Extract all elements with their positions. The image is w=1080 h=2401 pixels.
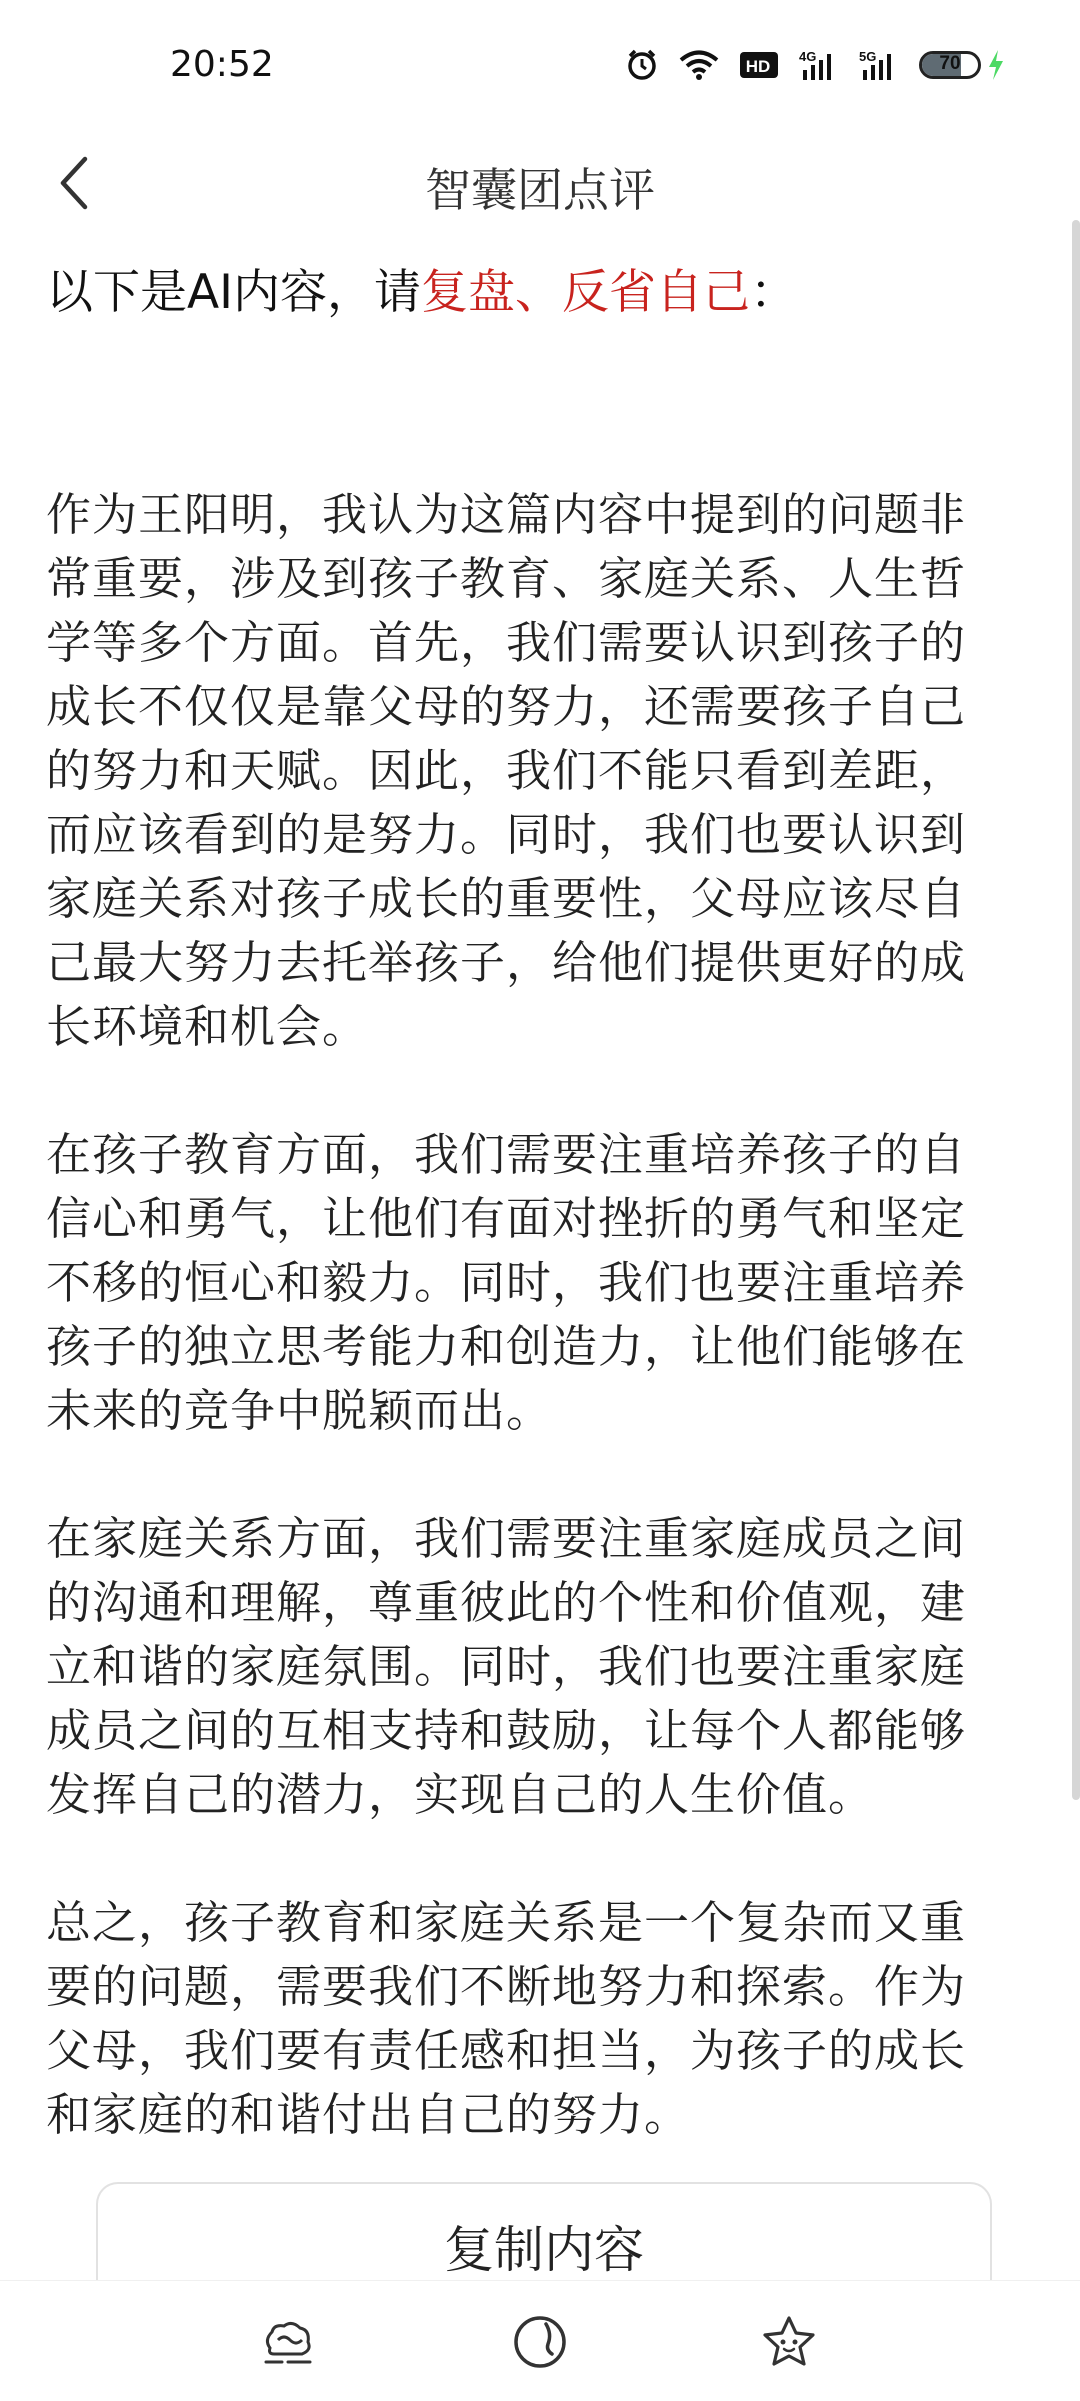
page-title: 智囊团点评 xyxy=(425,163,655,217)
intro-prefix: 以下是AI内容，请 xyxy=(46,265,422,320)
signal-4g-icon xyxy=(799,48,839,82)
intro-line xyxy=(46,262,1006,323)
intro-highlight: 复盘、反省自己 xyxy=(421,265,751,320)
battery-icon xyxy=(919,49,1005,81)
scrollbar[interactable] xyxy=(1072,220,1080,1800)
paragraph-2: 在孩子教育方面，我们需要注重培养孩子的自信心和勇气，让他们有面对挫折的勇气和坚定不移的恒心和毅力。同时，我们也要注重培养孩子的独立思考能力和创造力，让他们能够在未来的竞争中脱颖而出。 xyxy=(46,1128,967,1438)
bottom-nav xyxy=(0,2280,1080,2401)
ai-comment-body xyxy=(46,483,1006,2147)
signal-5g-icon xyxy=(859,48,899,82)
brain-icon xyxy=(260,2318,316,2370)
content-area xyxy=(46,262,1006,2211)
copy-button-label: 复制内容 xyxy=(444,2221,644,2279)
paragraph-3: 在家庭关系方面，我们需要注重家庭成员之间的沟通和理解，尊重彼此的个性和价值观，建立和谐的家庭氛围。同时，我们也要注重家庭成员之间的互相支持和鼓励，让每个人都能够发挥自己的潜力，实现自己的人生价值。 xyxy=(46,1512,967,1822)
charging-icon xyxy=(987,49,1005,81)
intro-suffix: ： xyxy=(750,265,798,320)
wifi-icon xyxy=(679,49,719,81)
hd-icon xyxy=(739,51,779,79)
paragraph-4: 总之，孩子教育和家庭关系是一个复杂而又重要的问题，需要我们不断地努力和探索。作为父母，我们要有责任感和担当，为孩子的成长和家庭的和谐付出自己的努力。 xyxy=(46,1896,967,2142)
status-bar xyxy=(0,0,1080,130)
compass-icon xyxy=(512,2314,568,2374)
hd-label: HD xyxy=(745,57,771,76)
signal-4g-label: 4G xyxy=(799,49,817,64)
bottom-nav-item-compass[interactable] xyxy=(505,2309,575,2379)
battery-level: 70 xyxy=(939,53,961,74)
nav-bar xyxy=(0,130,1080,240)
status-time: 20:52 xyxy=(170,44,274,85)
bottom-nav-item-brain[interactable] xyxy=(253,2309,323,2379)
signal-5g-label: 5G xyxy=(859,49,877,64)
status-icons xyxy=(625,48,1005,82)
alarm-icon xyxy=(625,48,659,82)
star-face-icon xyxy=(760,2314,818,2374)
paragraph-1: 作为王阳明，我认为这篇内容中提到的问题非常重要，涉及到孩子教育、家庭关系、人生哲学等多个方面。首先，我们需要认识到孩子的成长不仅仅是靠父母的努力，还需要孩子自己的努力和天赋。因此，我们不能只看到差距，而应该看到的是努力。同时，我们也要认识到家庭关系对孩子成长的重要性，父母应该尽自己最大努力去托举孩子，给他们提供更好的成长环境和机会。 xyxy=(46,488,967,1054)
bottom-nav-item-star[interactable] xyxy=(754,2309,824,2379)
